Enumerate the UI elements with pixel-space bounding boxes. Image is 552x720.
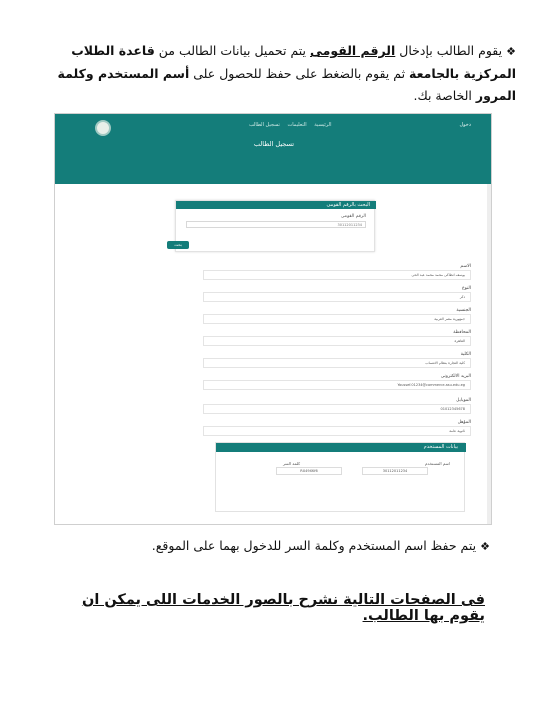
note-text: يتم حفظ اسم المستخدم وكلمة السر للدخول بهما على الموقع. [151,538,477,553]
page-title: تسجيل الطالب [253,140,295,148]
intro-text-4: الخاصة بك. [413,88,476,103]
field-value[interactable]: ثانوية عامة [203,426,471,436]
bullet-icon: ❖ [480,540,490,553]
bullet-icon: ❖ [506,45,516,58]
username-field[interactable]: 30112011234 [362,467,428,475]
user-card-title: بيانات المستخدم [216,443,466,452]
field-label: الاسم [460,264,471,269]
field-label: النوع [462,286,471,291]
intro-national-id: الرقم القومى [310,43,396,58]
intro-central-db: قاعدة الطلاب المركزية بالجامعة [71,43,516,81]
nid-input[interactable]: 30112011234 [186,221,366,228]
field-label: الموبايل [456,398,471,403]
login-link[interactable]: دخول [459,122,471,128]
nav-register[interactable]: تسجيل الطالب [249,122,280,128]
nav-help[interactable]: التعليمات [287,122,307,128]
field-label: الجنسية [456,308,471,313]
intro-credentials: أسم المستخدم وكلمة المرور [57,66,516,103]
field-value[interactable]: ذكر [203,292,471,302]
search-card-title: البحث بالرقم القومى [176,201,376,209]
field-value[interactable]: جمهورية مصر العربية [203,314,471,324]
nid-label: الرقم القومى [340,214,366,219]
scrollbar[interactable] [487,184,491,525]
field-label: الكلية [460,352,471,357]
search-button[interactable]: بحث [167,241,189,249]
search-card [175,200,375,252]
note-paragraph [150,535,490,558]
field-value[interactable]: القاهرة [203,336,471,346]
field-value[interactable]: 01012345678 [203,404,471,414]
intro-text-3: ثم يقوم بالضغط على حفظ للحصول على [189,66,410,81]
password-field[interactable]: RX49XKf6 [276,467,342,475]
field-value[interactable]: كلية التجارة بنظام الانتساب [203,358,471,368]
site-header [55,114,492,184]
username-label: اسم المستخدم [425,461,450,466]
top-nav [243,122,331,128]
field-label: البريد الالكترونى [440,374,471,379]
footer-heading: فى الصفحات التالية نشرح بالصور الخدمات اللى يمكن ان يقوم بها الطالب. [81,592,485,624]
intro-paragraph [48,40,516,107]
intro-text-2: يتم تحميل بيانات الطالب من [154,43,310,58]
password-label: كلمة السر [282,461,300,466]
field-value[interactable]: يوسف انطاكى محمد محمد عبد الحى [203,270,471,280]
intro-text-1: يقوم الطالب بإدخال [395,43,503,58]
field-label: المحافظة [453,330,471,335]
nav-home[interactable]: الرئيسية [314,122,332,128]
registration-screenshot [54,113,492,525]
university-logo [95,120,111,136]
user-credentials-card [215,442,465,512]
field-value[interactable]: Youssef.01234@commerce.asu.edu.eg [203,380,471,390]
field-label: المؤهل [457,420,471,425]
